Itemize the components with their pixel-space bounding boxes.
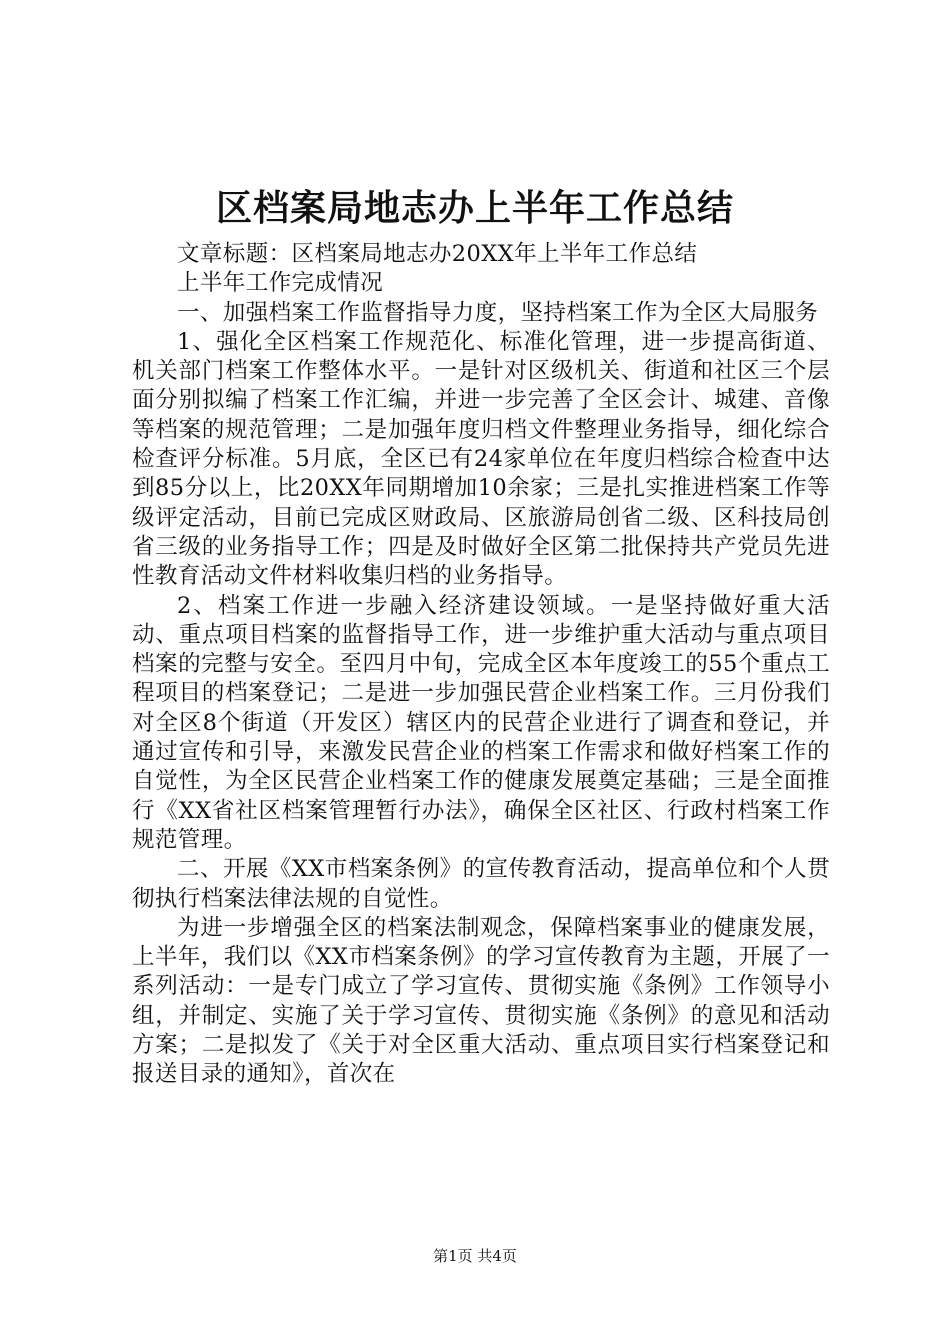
paragraph-item-one: 1、强化全区档案工作规范化、标准化管理，进一步提高街道、机关部门档案工作整体水平。一是针对区级机关、街道和社区三个层面分别拟编了档案工作汇编，并进一步完善了全区会计、城建、音像等档案的规范管理；二是加强年度归档文件整理业务指导，细化综合检查评分标准。5月底，全区已有24家单位在年度归档综合检查中达到85分以上，比20XX年同期增加10余家；三是扎实推进档案工作等级评定活动，目前已完成区财政局、区旅游局创省二级、区科技局创省三级的业务指导工作；四是及时做好全区第二批保持共产党员先进性教育活动文件材料收集归档的业务指导。 [132,328,830,590]
document-body [132,240,830,1090]
page-footer: 第1页 共4页 [433,1247,517,1265]
paragraph-heading-two: 二、开展《XX市档案条例》的宣传教育活动，提高单位和个人贯彻执行档案法律法规的自觉性。 [132,856,830,912]
paragraph-item-two: 2、档案工作进一步融入经济建设领域。一是坚持做好重大活动、重点项目档案的监督指导工作，进一步维护重大活动与重点项目档案的完整与安全。至四月中旬，完成全区本年度竣工的55个重点工程项目的档案登记；二是进一步加强民营企业档案工作。三月份我们对全区8个街道（开发区）辖区内的民营企业进行了调查和登记，并通过宣传和引导，来激发民营企业的档案工作需求和做好档案工作的自觉性，为全区民营企业档案工作的健康发展奠定基础；三是全面推行《XX省社区档案管理暂行办法》，确保全区社区、行政村档案工作规范管理。 [132,592,830,853]
paragraph-heading-one: 一、加强档案工作监督指导力度，坚持档案工作为全区大局服务 [177,299,819,326]
paragraph-body: 为进一步增强全区的档案法制观念，保障档案事业的健康发展，上半年，我们以《XX市档案条例》的学习宣传教育为主题，开展了一系列活动：一是专门成立了学习宣传、贯彻实施《条例》工作领导小组，并制定、实施了关于学习宣传、贯彻实施《条例》的意见和活动方案；二是拟发了《关于对全区重大活动、重点项目实行档案登记和报送目录的通知》，首次在 [132,914,830,1088]
paragraph-article-title: 文章标题：区档案局地志办20XX年上半年工作总结 [177,241,698,267]
document-title: 区档案局地志办上半年工作总结 [215,187,734,229]
paragraph-section-heading: 上半年工作完成情况 [177,270,384,297]
